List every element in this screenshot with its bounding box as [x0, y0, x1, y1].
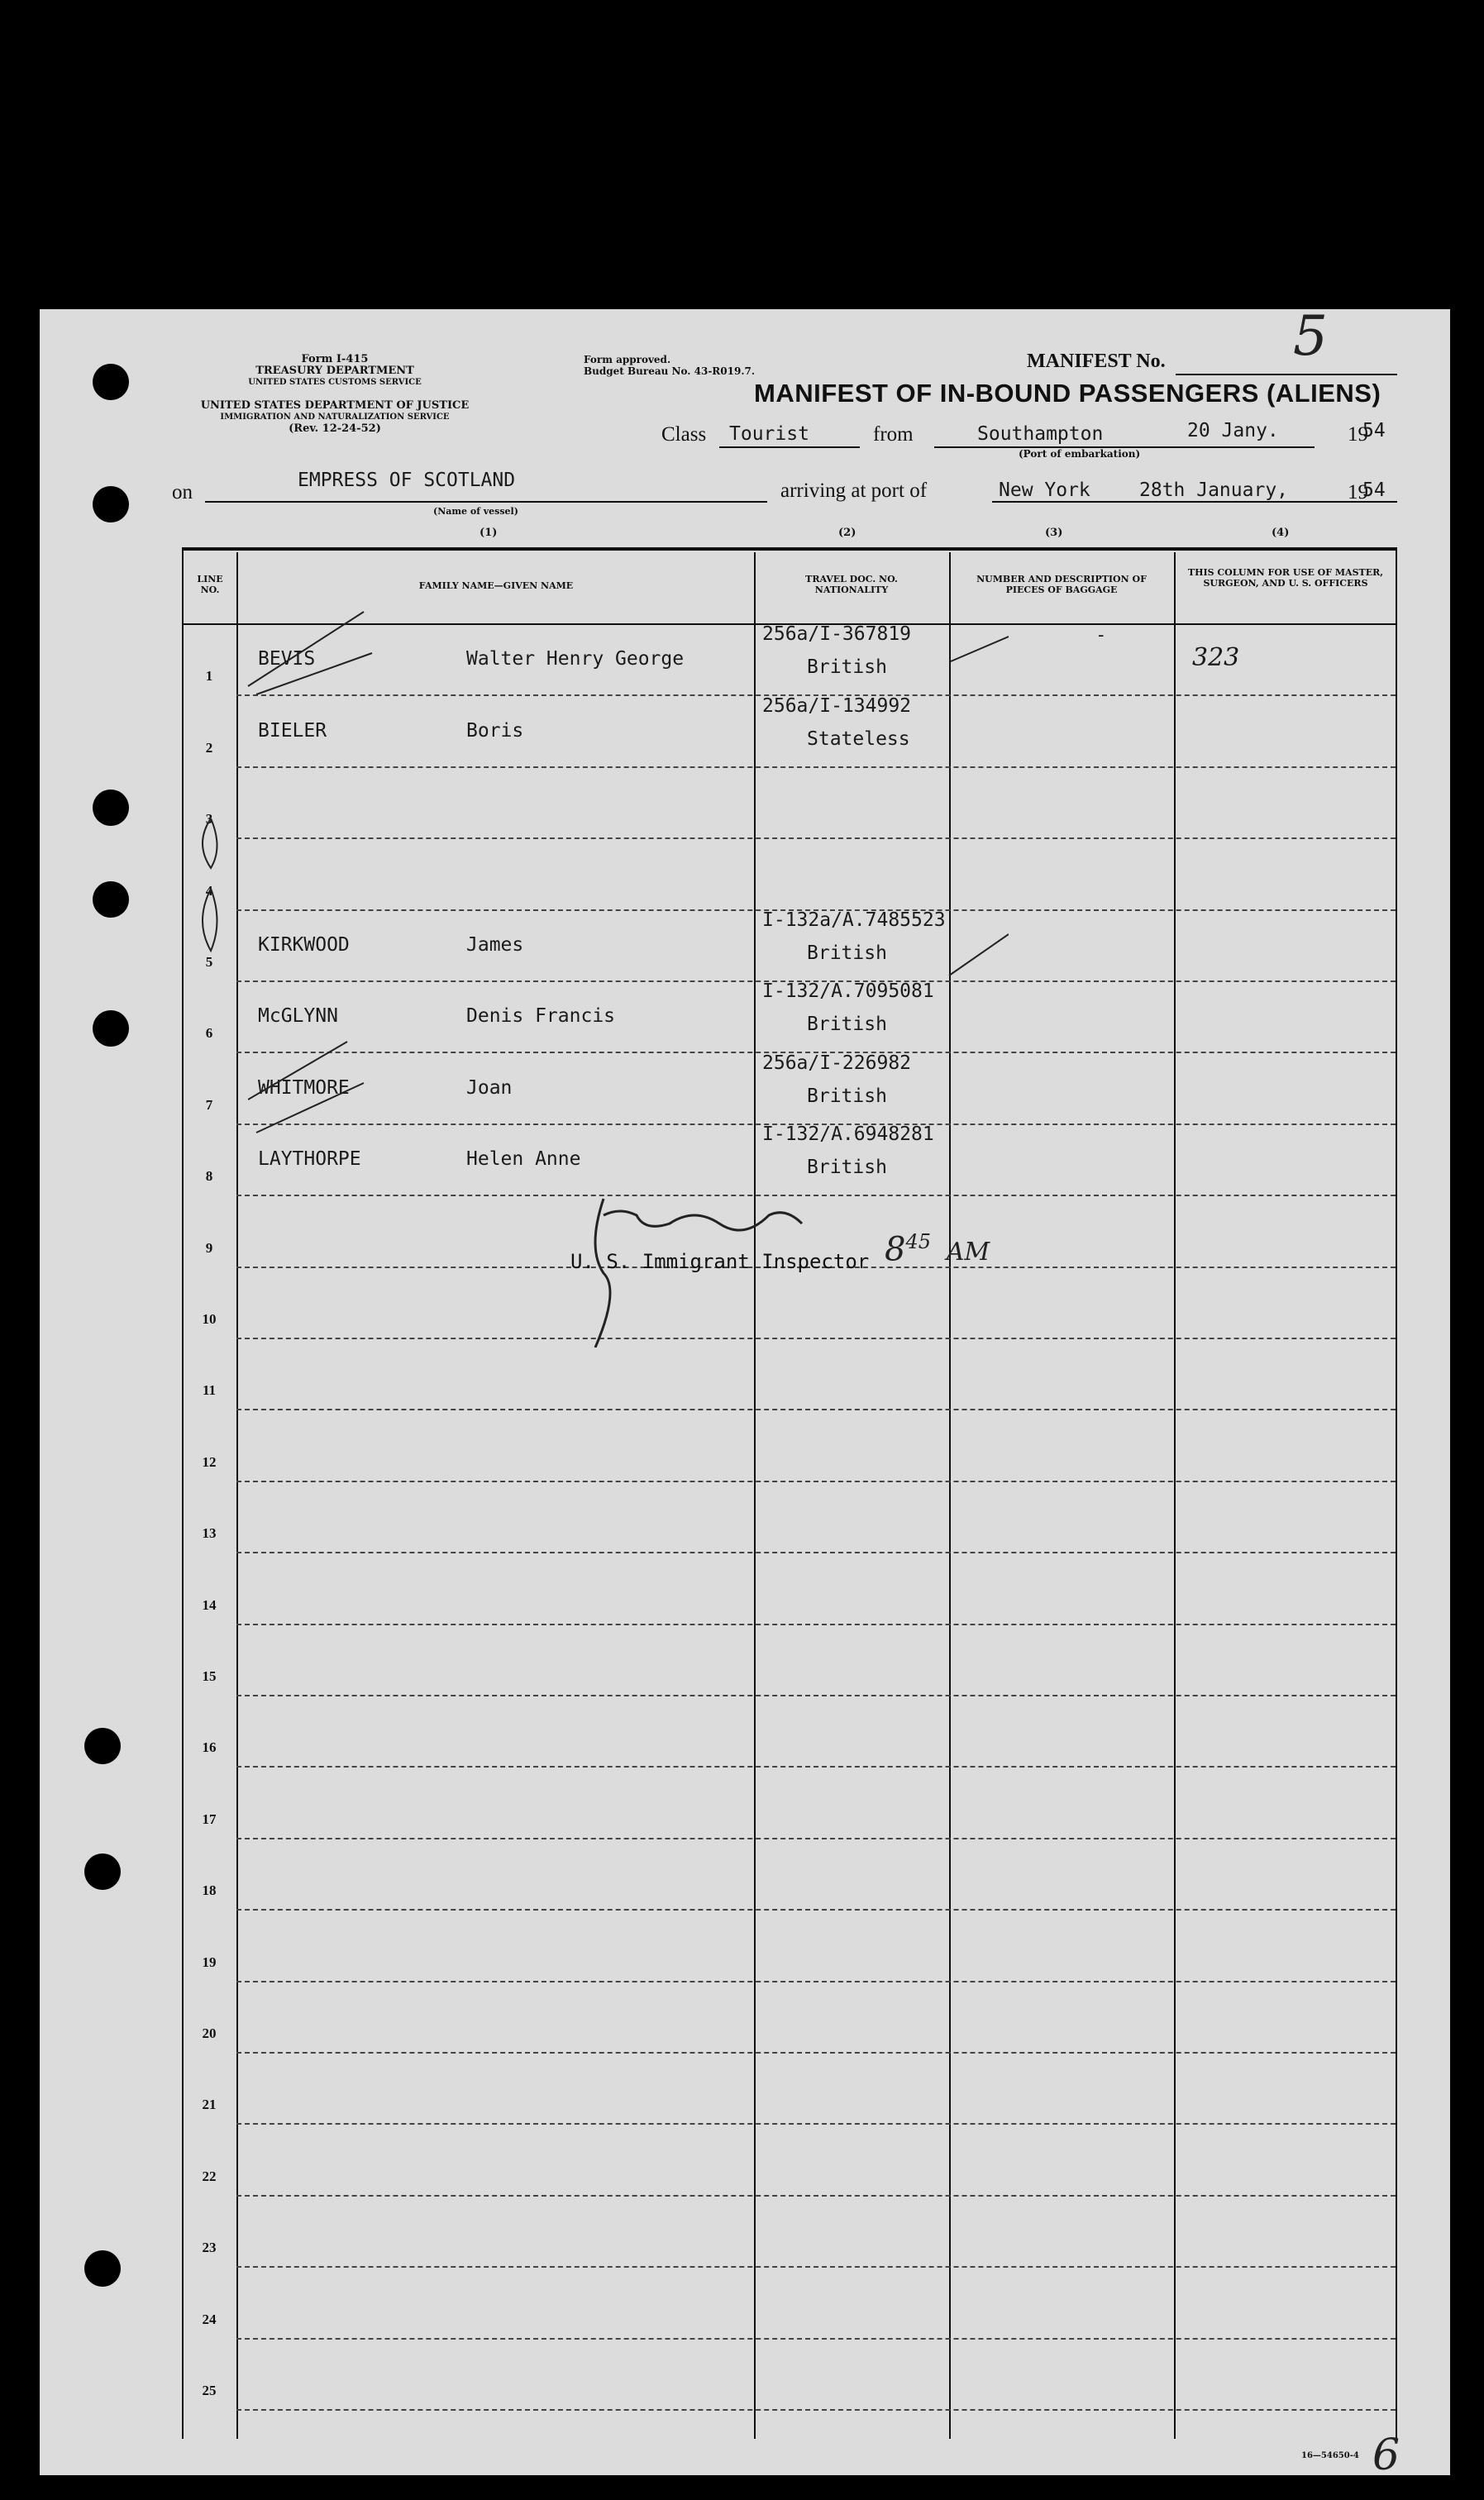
- col-num-3: (3): [1045, 527, 1063, 539]
- line-number: 11: [202, 1382, 217, 1399]
- table-row: [182, 2054, 1397, 2125]
- travel-doc-number: I-132a/A.7485523: [762, 909, 946, 931]
- year: 54: [1362, 420, 1386, 441]
- line-number: 22: [202, 2168, 217, 2184]
- table-row: [182, 1553, 1397, 1625]
- given-name: Boris: [466, 719, 524, 742]
- given-name: Denis Francis: [466, 1005, 616, 1028]
- baggage-mark: -: [1098, 625, 1105, 646]
- line-number: 12: [202, 1453, 217, 1470]
- manifest-label: MANIFEST No.: [1027, 351, 1166, 372]
- year-prefix: 19: [1348, 423, 1368, 446]
- line-number: 19: [202, 1954, 217, 1970]
- table-row: [182, 2197, 1397, 2268]
- manifest-number: 5: [1293, 304, 1328, 368]
- col-header-line-no: LINE NO.: [197, 574, 223, 595]
- family-name: BEVIS: [258, 648, 316, 670]
- table-row: [182, 2125, 1397, 2196]
- class-value: Tourist: [729, 423, 809, 445]
- nationality: British: [807, 656, 887, 679]
- table-row: [182, 1982, 1397, 2054]
- table-row: [182, 1839, 1397, 1911]
- travel-doc-number: 256a/I-367819: [762, 623, 912, 646]
- family-name: McGLYNN: [258, 1005, 338, 1028]
- binder-hole: [93, 881, 129, 918]
- line-number: 20: [202, 2025, 217, 2041]
- given-name: Joan: [466, 1076, 513, 1099]
- line-number: 23: [202, 2240, 217, 2256]
- line-number: 10: [202, 1310, 217, 1327]
- nationality: British: [807, 942, 887, 964]
- form-approved: Form approved.: [584, 354, 671, 365]
- line-number: 7: [205, 1096, 213, 1113]
- col-header-name: FAMILY NAME—GIVEN NAME: [418, 580, 574, 591]
- binder-hole: [84, 1854, 121, 1890]
- treasury-dept: TREASURY DEPARTMENT: [255, 365, 414, 377]
- table-row: [182, 1696, 1397, 1768]
- table-row: [182, 1768, 1397, 1839]
- circle-mark: [203, 818, 217, 868]
- officer-note: 323: [1192, 643, 1240, 673]
- arrival-underline: [992, 501, 1397, 503]
- class-underline: [719, 446, 860, 448]
- given-name: Helen Anne: [466, 1148, 581, 1171]
- time-hour: 8: [885, 1230, 906, 1269]
- time-minutes: 45: [905, 1230, 931, 1253]
- binder-hole: [93, 1010, 129, 1047]
- table-row: [182, 1482, 1397, 1553]
- customs-service: UNITED STATES CUSTOMS SERVICE: [248, 378, 422, 387]
- time-ampm: AM: [946, 1238, 990, 1267]
- vessel-name: EMPRESS OF SCOTLAND: [298, 470, 516, 491]
- travel-doc-number: 256a/I-134992: [762, 694, 912, 717]
- binder-hole: [84, 1728, 121, 1764]
- class-label: Class: [661, 423, 707, 446]
- nationality: British: [807, 1157, 887, 1179]
- ins-service: IMMIGRATION AND NATURALIZATION SERVICE: [220, 413, 450, 422]
- arr-year: 54: [1362, 479, 1386, 501]
- table-row: [182, 2268, 1397, 2339]
- justice-dept: UNITED STATES DEPARTMENT OF JUSTICE: [200, 399, 470, 412]
- pen-marks: [182, 579, 1009, 1028]
- binder-hole: [84, 2250, 121, 2287]
- strike-marks: [248, 992, 463, 1157]
- check-mark: [951, 637, 1009, 661]
- line-number: 4: [205, 882, 213, 899]
- form-number: Form I-415: [301, 353, 369, 365]
- line-number: 3: [205, 811, 213, 828]
- manifest-line: [1176, 374, 1397, 375]
- table-row: [182, 1625, 1397, 1696]
- table-top-border: [182, 547, 1397, 551]
- check-mark: [248, 1042, 347, 1100]
- col-num-2: (2): [838, 527, 857, 539]
- from-label: from: [873, 423, 914, 446]
- circle-mark: [203, 889, 217, 951]
- line-number: 16: [202, 1739, 217, 1756]
- nationality: British: [807, 1085, 887, 1107]
- binder-hole: [93, 486, 129, 522]
- arr-year-prefix: 19: [1348, 481, 1368, 503]
- binder-hole: [93, 364, 129, 400]
- print-code: 16—54650-4: [1301, 2451, 1359, 2460]
- table-row: [182, 1410, 1397, 1481]
- signature-stroke: [595, 1199, 802, 1348]
- page-title: MANIFEST OF IN-BOUND PASSENGERS (ALIENS): [754, 379, 1381, 408]
- inspector-label: U. S. Immigrant Inspector: [570, 1250, 870, 1273]
- line-number: 18: [202, 1882, 217, 1899]
- travel-doc-number: I-132/A.6948281: [762, 1124, 934, 1146]
- line-number: 9: [205, 1239, 213, 1256]
- nationality: Stateless: [807, 728, 910, 750]
- line-number: 21: [202, 2097, 217, 2113]
- line-number: 15: [202, 1667, 217, 1684]
- col-header-officers: THIS COLUMN FOR USE OF MASTER, SURGEON, AND U. S. OFFICERS: [1187, 567, 1384, 589]
- budget-bureau: Budget Bureau No. 43-R019.7.: [584, 365, 756, 377]
- port-caption: (Port of embarkation): [1019, 448, 1141, 460]
- page-number: 6: [1372, 2431, 1400, 2480]
- line-number: 1: [205, 668, 213, 685]
- line-number: 17: [202, 1811, 217, 1827]
- line-number: 25: [202, 2382, 217, 2398]
- check-mark: [256, 1083, 364, 1133]
- travel-doc-number: I-132/A.7095081: [762, 980, 934, 1003]
- family-name: BIELER: [258, 719, 327, 742]
- arriving-label: arriving at port of: [780, 479, 928, 502]
- table-row: [182, 1339, 1397, 1410]
- vessel-underline: [205, 501, 767, 503]
- departure-date: 20 Jany.: [1187, 420, 1279, 441]
- from-value: Southampton: [977, 423, 1104, 445]
- check-mark: [248, 612, 364, 686]
- table-row: [182, 1911, 1397, 1982]
- row-dashed-line: [236, 2409, 1396, 2411]
- binder-hole: [93, 790, 129, 826]
- arrival-port: New York: [999, 479, 1090, 501]
- revision: (Rev. 12-24-52): [289, 422, 381, 435]
- line-number: 24: [202, 2311, 217, 2327]
- line-number: 5: [205, 953, 213, 970]
- col-num-4: (4): [1272, 527, 1290, 539]
- check-mark: [949, 934, 1009, 976]
- family-name: LAYTHORPE: [258, 1148, 361, 1171]
- family-name: KIRKWOOD: [258, 933, 350, 956]
- given-name: Walter Henry George: [466, 648, 685, 670]
- arrival-date: 28th January,: [1139, 479, 1289, 501]
- table-row: [182, 2340, 1397, 2411]
- vessel-caption: (Name of vessel): [433, 506, 518, 517]
- on-label: on: [172, 481, 193, 503]
- line-number: 8: [205, 1168, 213, 1185]
- col-num-1: (1): [480, 527, 498, 539]
- given-name: James: [466, 933, 524, 956]
- line-number: 6: [205, 1025, 213, 1042]
- nationality: British: [807, 1014, 887, 1036]
- col-header-travel: TRAVEL DOC. NO. NATIONALITY: [805, 574, 898, 595]
- check-mark: [256, 653, 372, 694]
- line-number: 13: [202, 1525, 217, 1542]
- travel-doc-number: 256a/I-226982: [762, 1052, 912, 1074]
- col-header-baggage: NUMBER AND DESCRIPTION OF PIECES OF BAGGAGE: [976, 574, 1147, 595]
- family-name: WHITMORE: [258, 1076, 350, 1099]
- line-number: 14: [202, 1596, 217, 1613]
- line-number: 2: [205, 739, 213, 756]
- inspection-time: [885, 1230, 990, 1268]
